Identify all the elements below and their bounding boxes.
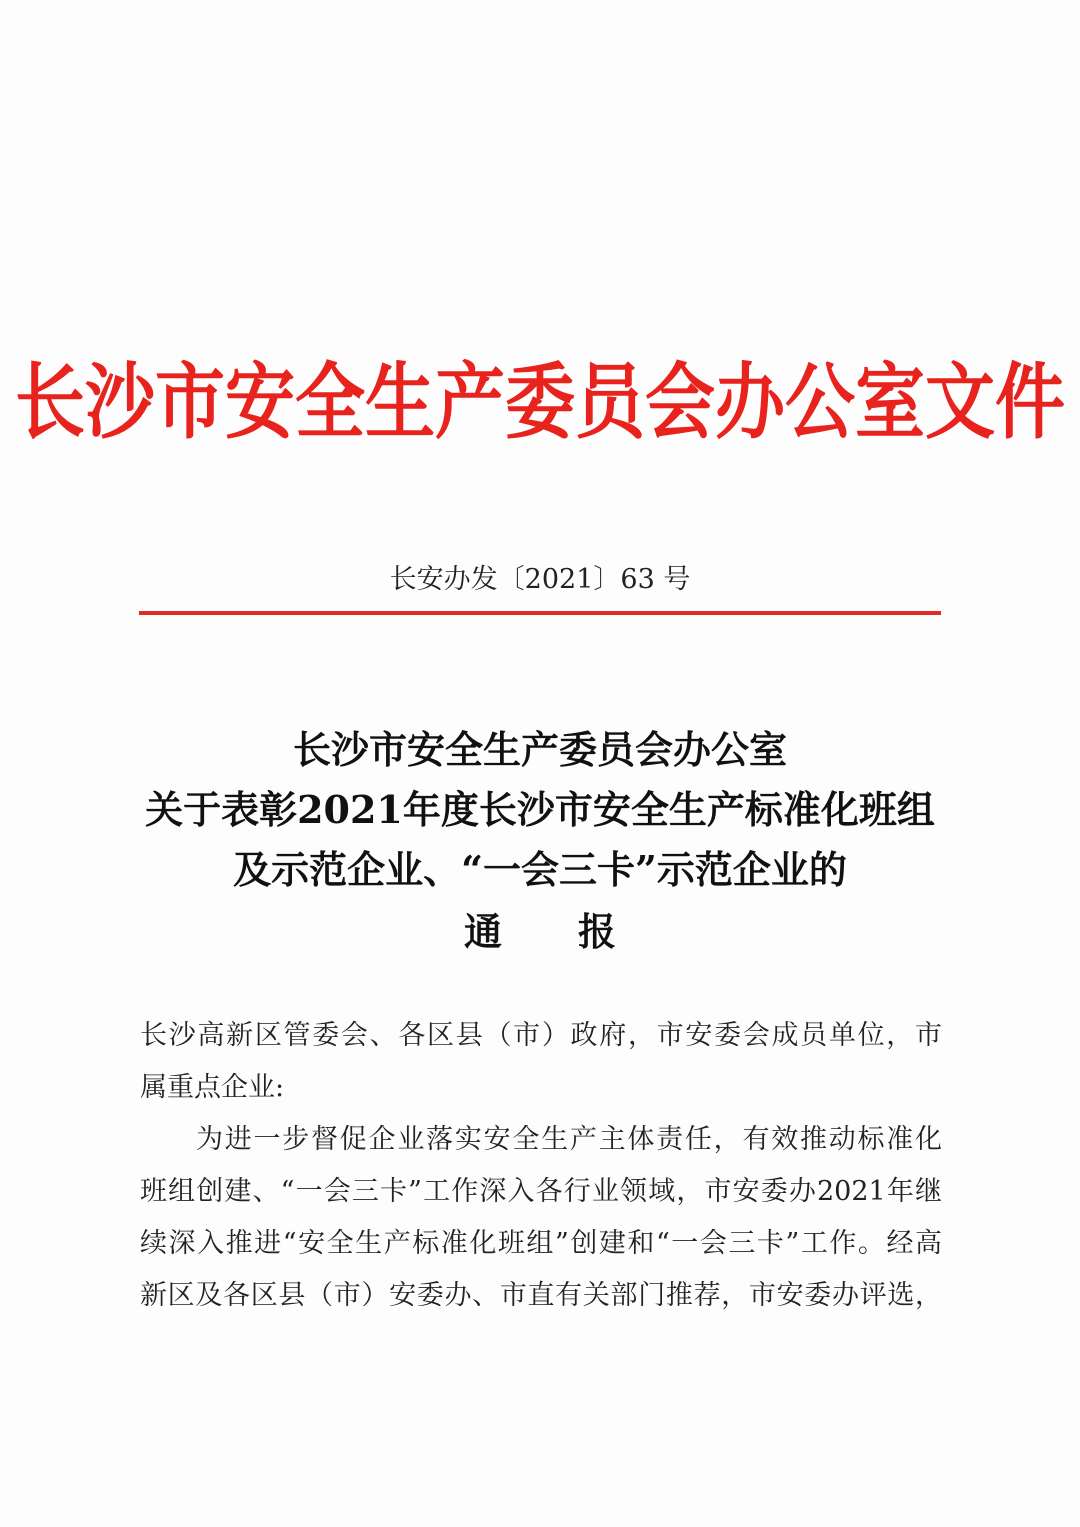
- paragraph-line: 班组创建、“一会三卡”工作深入各行业领域，市安委办2021年继: [140, 1176, 942, 1207]
- addressee-line-1: 长沙高新区管委会、各区县（市）政府，市安委会成员单位，市: [140, 1020, 942, 1051]
- addressee-line-2: 属重点企业:: [140, 1072, 285, 1103]
- paragraph-line: 续深入推进“安全生产标准化班组”创建和“一会三卡”工作。经高: [140, 1228, 942, 1259]
- red-separator-rule: [139, 611, 941, 615]
- notice-title-line-3: 及示范企业、“一会三卡”示范企业的: [233, 847, 847, 892]
- notice-title: [0, 720, 1080, 964]
- paragraph-line: 新区及各区县（市）安委办、市直有关部门推荐，市安委办评选，: [140, 1280, 942, 1311]
- notice-body: [140, 1010, 942, 1322]
- notice-title-line-4: 通 报: [463, 909, 616, 954]
- document-number: 长安办发〔2021〕63 号: [389, 564, 691, 595]
- paragraph-line: 为进一步督促企业落实安全生产主体责任，有效推动标准化: [196, 1124, 942, 1155]
- notice-title-line-1: 长沙市安全生产委员会办公室: [292, 727, 787, 772]
- notice-title-line-2: 关于表彰2021年度长沙市安全生产标准化班组: [145, 787, 935, 832]
- document-header-title: 长沙市安全生产委员会办公室文件: [15, 352, 1065, 451]
